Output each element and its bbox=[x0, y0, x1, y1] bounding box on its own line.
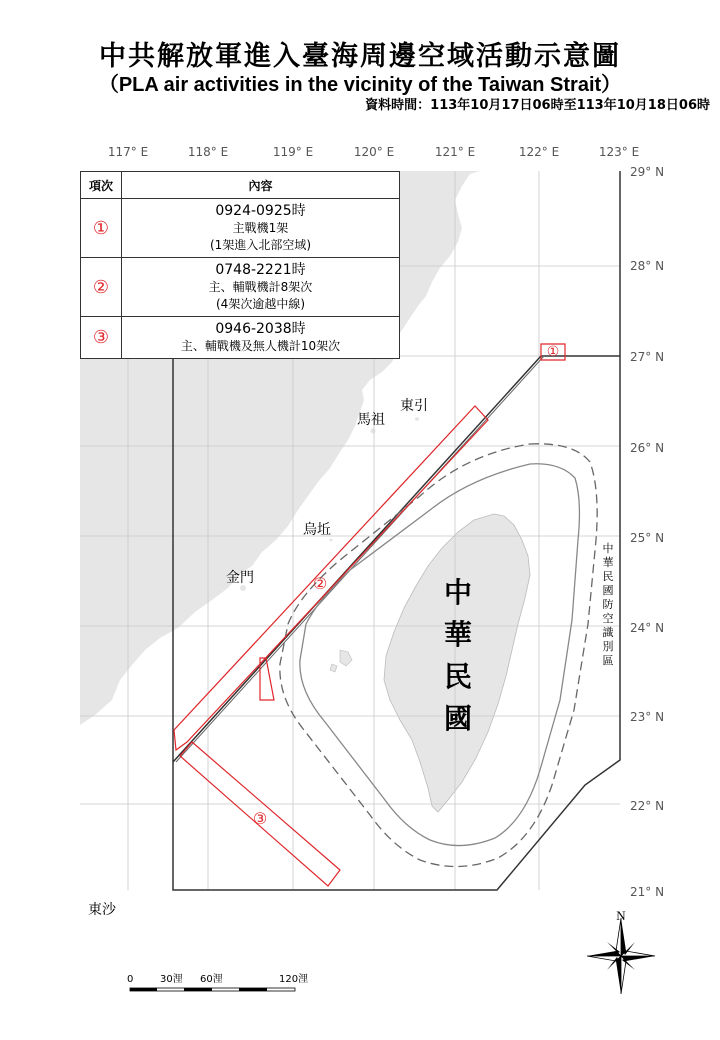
scale-label: 0 bbox=[127, 974, 134, 985]
compass-rose-icon bbox=[587, 918, 655, 994]
lon-label: 121° E bbox=[434, 145, 476, 159]
lon-label: 118° E bbox=[187, 145, 229, 159]
header-content: 內容 bbox=[122, 172, 400, 199]
data-time: 資料時間：113年10月17日06時至113年10月18日06時 bbox=[365, 98, 710, 113]
row-line: (1架進入北部空域) bbox=[210, 237, 311, 252]
adiz-char: 防 bbox=[602, 598, 614, 611]
adiz-char: 別 bbox=[602, 640, 614, 653]
header-item: 項次 bbox=[81, 172, 122, 199]
roc-char: 民 bbox=[443, 660, 473, 693]
row-time: 0946-2038時 bbox=[215, 320, 306, 337]
activity-table bbox=[80, 171, 400, 359]
compass-north-label: N bbox=[616, 908, 626, 923]
lat-label: 25° N bbox=[630, 531, 665, 545]
zone-2-marker: ② bbox=[312, 574, 328, 593]
row-number: ③ bbox=[81, 317, 122, 359]
row-content bbox=[122, 317, 400, 359]
adiz-char: 國 bbox=[602, 584, 614, 597]
roc-char: 國 bbox=[443, 702, 473, 735]
page-subtitle: （PLA air activities in the vicinity of the Taiwan Strait） bbox=[98, 74, 622, 96]
row-number: ① bbox=[81, 199, 122, 258]
lat-label: 26° N bbox=[630, 441, 665, 455]
latitude-labels bbox=[630, 165, 664, 899]
place-dongyin: 東引 bbox=[400, 398, 428, 414]
lon-label: 120° E bbox=[353, 145, 395, 159]
row-line: 主戰機1架 bbox=[232, 220, 289, 235]
adiz-char: 空 bbox=[602, 612, 614, 625]
adiz-char: 區 bbox=[602, 654, 614, 667]
row-time: 0748-2221時 bbox=[215, 261, 306, 278]
scale-label: 60浬 bbox=[200, 974, 223, 985]
place-matsu: 馬祖 bbox=[357, 412, 385, 428]
table-row bbox=[81, 199, 400, 258]
adiz-char: 民 bbox=[602, 570, 614, 583]
lon-label: 123° E bbox=[598, 145, 640, 159]
page-title: 中共解放軍進入臺海周邊空域活動示意圖 bbox=[99, 41, 621, 72]
zone-3-marker: ③ bbox=[252, 809, 268, 828]
lat-label: 24° N bbox=[630, 621, 665, 635]
lat-label: 29° N bbox=[630, 165, 665, 179]
row-time: 0924-0925時 bbox=[215, 202, 306, 219]
row-content bbox=[122, 258, 400, 317]
row-content bbox=[122, 199, 400, 258]
scale-labels bbox=[127, 973, 308, 985]
lon-label: 117° E bbox=[107, 145, 149, 159]
place-dongsha: 東沙 bbox=[88, 902, 116, 918]
row-number: ② bbox=[81, 258, 122, 317]
longitude-labels bbox=[108, 145, 639, 159]
adiz-char: 識 bbox=[602, 626, 614, 639]
zone-1-marker: ① bbox=[546, 344, 560, 360]
lat-label: 22° N bbox=[630, 799, 665, 813]
lon-label: 122° E bbox=[518, 145, 560, 159]
lat-label: 27° N bbox=[630, 350, 665, 364]
row-line: 主、輔戰機及無人機計10架次 bbox=[180, 338, 341, 353]
lat-label: 28° N bbox=[630, 259, 665, 273]
penghu-islands bbox=[330, 650, 352, 672]
scale-label: 120浬 bbox=[279, 974, 309, 985]
roc-char: 華 bbox=[443, 618, 473, 651]
row-line: 主、輔戰機計8架次 bbox=[208, 279, 313, 294]
table-header-row bbox=[81, 172, 400, 199]
table-row bbox=[81, 317, 400, 359]
lat-label: 21° N bbox=[630, 885, 665, 899]
scale-label: 30浬 bbox=[160, 974, 183, 985]
adiz-label bbox=[603, 541, 614, 667]
roc-char: 中 bbox=[443, 576, 473, 609]
row-line: (4架次逾越中線) bbox=[216, 296, 305, 311]
lat-label: 23° N bbox=[630, 710, 665, 724]
place-wuqiu: 烏坵 bbox=[303, 522, 331, 538]
lon-label: 119° E bbox=[272, 145, 314, 159]
adiz-char: 華 bbox=[602, 556, 614, 569]
adiz-char: 中 bbox=[602, 542, 614, 555]
place-kinmen: 金門 bbox=[226, 570, 254, 586]
table-row bbox=[81, 258, 400, 317]
scale-bar bbox=[130, 988, 295, 991]
